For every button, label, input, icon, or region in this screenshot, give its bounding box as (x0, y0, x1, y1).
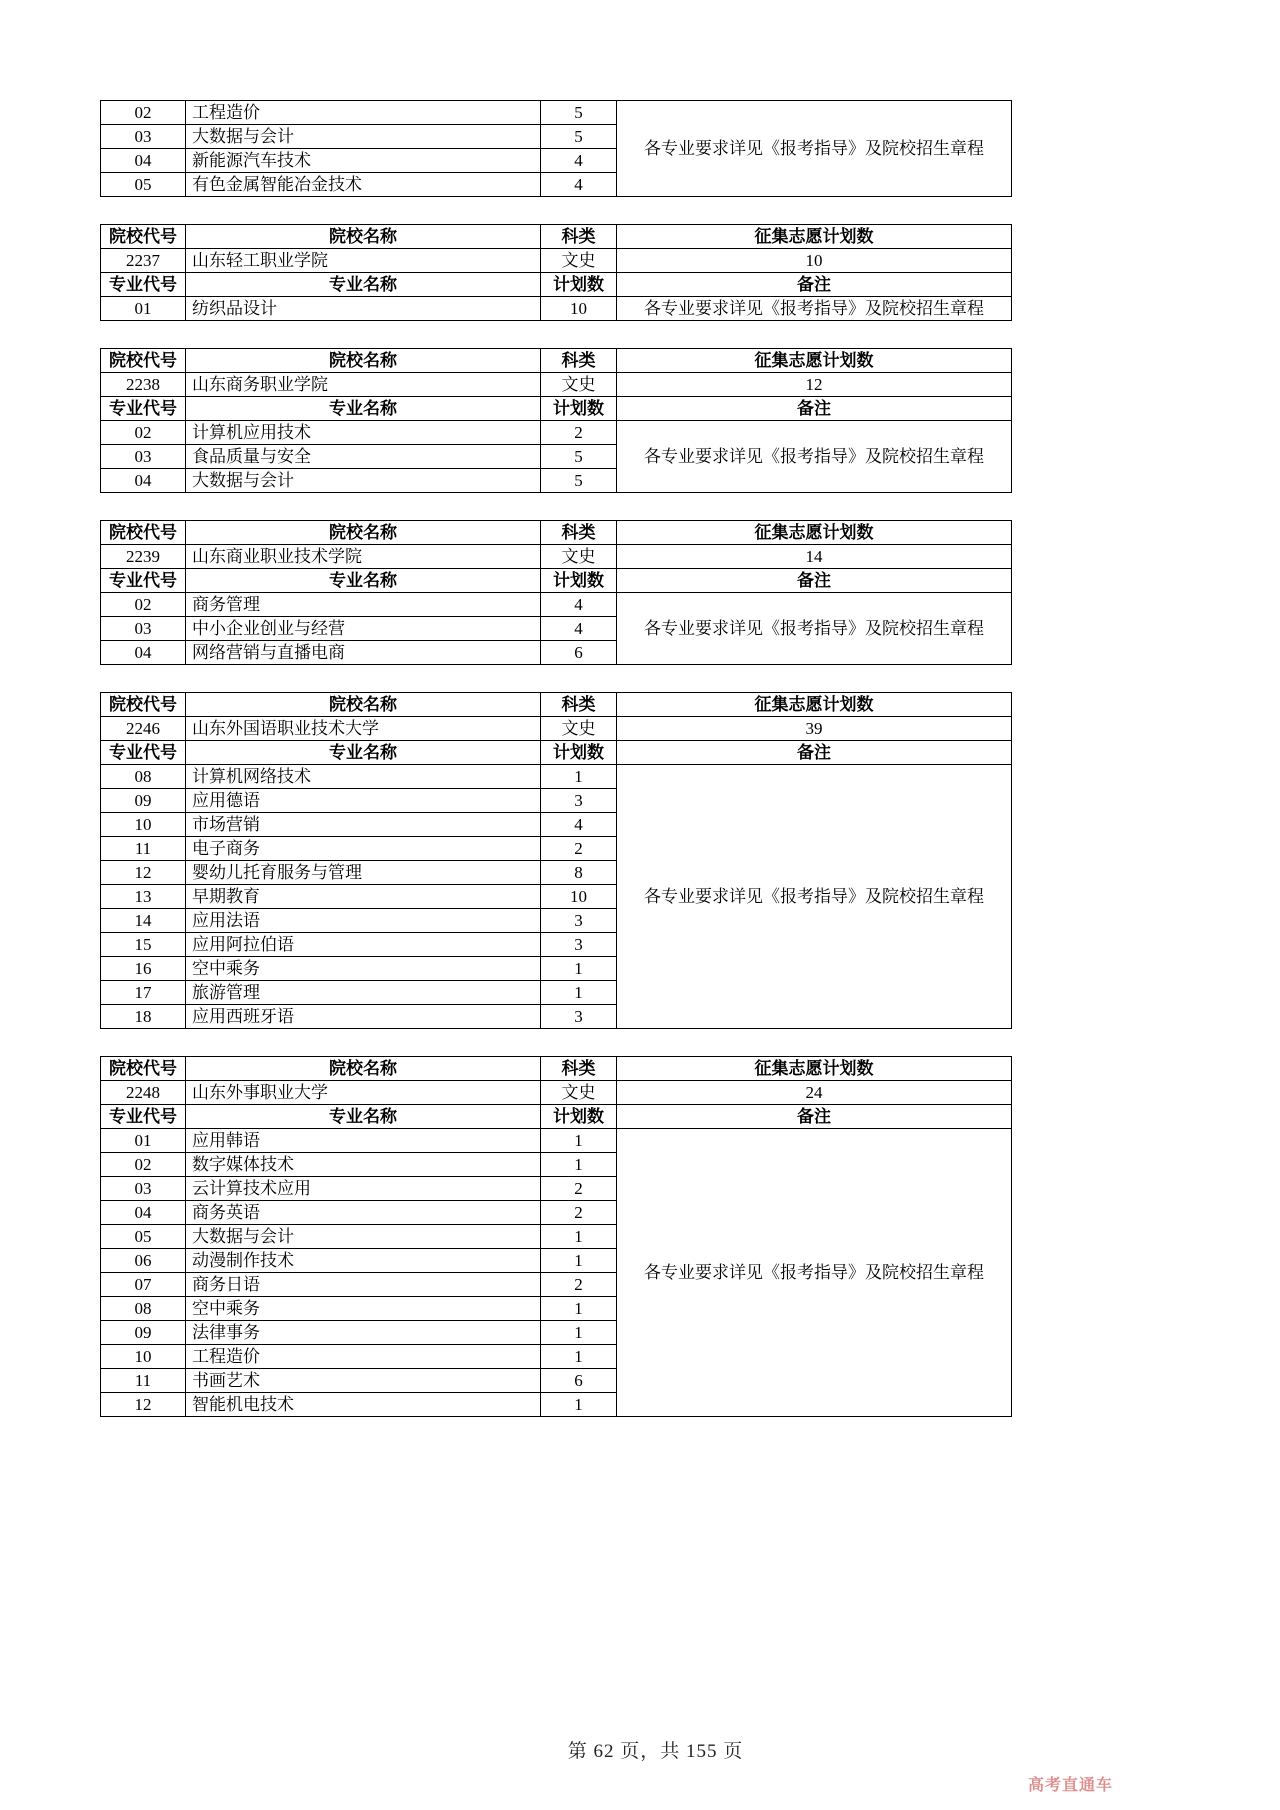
plan-count-cell: 3 (541, 933, 617, 957)
major-code-cell: 17 (101, 981, 186, 1005)
plan-total-header: 征集志愿计划数 (617, 349, 1012, 373)
plan-total-header: 征集志愿计划数 (617, 225, 1012, 249)
major-name-cell: 书画艺术 (186, 1369, 541, 1393)
major-name-header: 专业名称 (186, 1105, 541, 1129)
plan-count-cell: 2 (541, 421, 617, 445)
remark-cell: 各专业要求详见《报考指导》及院校招生章程 (617, 421, 1012, 493)
plan-count-cell: 3 (541, 789, 617, 813)
major-code-cell: 09 (101, 1321, 186, 1345)
plan-count-cell: 4 (541, 593, 617, 617)
major-code-cell: 08 (101, 1297, 186, 1321)
plan-count-cell: 2 (541, 1273, 617, 1297)
remark-cell: 各专业要求详见《报考指导》及院校招生章程 (617, 593, 1012, 665)
major-row (101, 765, 1012, 789)
school-code-header: 院校代号 (101, 521, 186, 545)
continued-admission-table (100, 100, 1012, 197)
continued-table-slot (100, 100, 1011, 197)
major-name-cell: 应用德语 (186, 789, 541, 813)
major-name-cell: 早期教育 (186, 885, 541, 909)
major-name-cell: 工程造价 (186, 101, 541, 125)
school-code-header: 院校代号 (101, 349, 186, 373)
major-code-cell: 03 (101, 617, 186, 641)
major-code-header: 专业代号 (101, 397, 186, 421)
plan-count-header: 计划数 (541, 569, 617, 593)
major-name-header: 专业名称 (186, 569, 541, 593)
major-name-cell: 纺织品设计 (186, 297, 541, 321)
school-code-header: 院校代号 (101, 225, 186, 249)
plan-count-cell: 6 (541, 641, 617, 665)
major-name-cell: 大数据与会计 (186, 125, 541, 149)
admission-table (100, 348, 1012, 493)
plan-count-cell: 4 (541, 149, 617, 173)
watermark: 高考直通车 (1028, 1777, 1114, 1794)
school-name-cell: 山东外国语职业技术大学 (186, 717, 541, 741)
major-name-cell: 中小企业创业与经营 (186, 617, 541, 641)
major-name-cell: 食品质量与安全 (186, 445, 541, 469)
remark-cell: 各专业要求详见《报考指导》及院校招生章程 (617, 101, 1012, 197)
category-cell: 文史 (541, 717, 617, 741)
plan-count-cell: 10 (541, 297, 617, 321)
major-name-cell: 大数据与会计 (186, 469, 541, 493)
major-name-cell: 商务管理 (186, 593, 541, 617)
major-row (101, 101, 1012, 125)
school-code-header: 院校代号 (101, 1057, 186, 1081)
major-code-cell: 11 (101, 1369, 186, 1393)
remark-header: 备注 (617, 273, 1012, 297)
major-code-cell: 05 (101, 173, 186, 197)
plan-count-cell: 3 (541, 1005, 617, 1029)
school-name-cell: 山东外事职业大学 (186, 1081, 541, 1105)
plan-count-header: 计划数 (541, 273, 617, 297)
major-code-cell: 18 (101, 1005, 186, 1029)
category-header: 科类 (541, 1057, 617, 1081)
plan-total-header: 征集志愿计划数 (617, 521, 1012, 545)
school-header-row (101, 521, 1012, 545)
plan-count-cell: 1 (541, 981, 617, 1005)
major-row (101, 1129, 1012, 1153)
category-header: 科类 (541, 225, 617, 249)
school-info-row (101, 545, 1012, 569)
major-code-header: 专业代号 (101, 569, 186, 593)
school-code-header: 院校代号 (101, 693, 186, 717)
plan-count-cell: 1 (541, 1345, 617, 1369)
major-header-row (101, 741, 1012, 765)
remark-header: 备注 (617, 741, 1012, 765)
plan-total-header: 征集志愿计划数 (617, 1057, 1012, 1081)
admission-table (100, 520, 1012, 665)
category-cell: 文史 (541, 373, 617, 397)
admission-table (100, 224, 1012, 321)
plan-count-cell: 5 (541, 101, 617, 125)
major-name-cell: 旅游管理 (186, 981, 541, 1005)
major-name-cell: 智能机电技术 (186, 1393, 541, 1417)
plan-count-cell: 1 (541, 1129, 617, 1153)
plan-count-header: 计划数 (541, 1105, 617, 1129)
major-code-cell: 13 (101, 885, 186, 909)
category-header: 科类 (541, 349, 617, 373)
category-cell: 文史 (541, 1081, 617, 1105)
document-page (100, 0, 1011, 1762)
major-header-row (101, 273, 1012, 297)
plan-count-header: 计划数 (541, 741, 617, 765)
school-name-cell: 山东商务职业学院 (186, 373, 541, 397)
remark-cell: 各专业要求详见《报考指导》及院校招生章程 (617, 1129, 1012, 1417)
major-header-row (101, 1105, 1012, 1129)
remark-header: 备注 (617, 397, 1012, 421)
school-info-row (101, 373, 1012, 397)
major-code-cell: 16 (101, 957, 186, 981)
major-name-cell: 法律事务 (186, 1321, 541, 1345)
plan-count-cell: 5 (541, 445, 617, 469)
major-code-cell: 08 (101, 765, 186, 789)
school-code-cell: 2248 (101, 1081, 186, 1105)
major-code-cell: 06 (101, 1249, 186, 1273)
major-name-cell: 有色金属智能冶金技术 (186, 173, 541, 197)
major-name-cell: 云计算技术应用 (186, 1177, 541, 1201)
plan-total-cell: 12 (617, 373, 1012, 397)
plan-count-cell: 1 (541, 1153, 617, 1177)
plan-total-cell: 39 (617, 717, 1012, 741)
major-code-cell: 03 (101, 445, 186, 469)
major-code-cell: 10 (101, 813, 186, 837)
major-code-cell: 01 (101, 297, 186, 321)
major-code-cell: 07 (101, 1273, 186, 1297)
major-code-cell: 03 (101, 1177, 186, 1201)
major-name-cell: 应用法语 (186, 909, 541, 933)
remark-header: 备注 (617, 1105, 1012, 1129)
school-code-cell: 2246 (101, 717, 186, 741)
major-row (101, 593, 1012, 617)
major-code-cell: 02 (101, 101, 186, 125)
major-name-cell: 空中乘务 (186, 1297, 541, 1321)
major-header-row (101, 397, 1012, 421)
school-name-cell: 山东商业职业技术学院 (186, 545, 541, 569)
major-code-cell: 05 (101, 1225, 186, 1249)
school-info-row (101, 249, 1012, 273)
plan-count-cell: 4 (541, 617, 617, 641)
plan-count-cell: 1 (541, 1393, 617, 1417)
major-name-cell: 应用西班牙语 (186, 1005, 541, 1029)
remark-cell: 各专业要求详见《报考指导》及院校招生章程 (617, 765, 1012, 1029)
major-row (101, 421, 1012, 445)
major-code-cell: 12 (101, 861, 186, 885)
category-header: 科类 (541, 521, 617, 545)
plan-total-header: 征集志愿计划数 (617, 693, 1012, 717)
category-header: 科类 (541, 693, 617, 717)
major-code-cell: 02 (101, 593, 186, 617)
major-code-cell: 02 (101, 1153, 186, 1177)
plan-count-cell: 1 (541, 957, 617, 981)
major-header-row (101, 569, 1012, 593)
major-name-cell: 应用韩语 (186, 1129, 541, 1153)
plan-count-cell: 4 (541, 813, 617, 837)
major-name-cell: 计算机应用技术 (186, 421, 541, 445)
major-code-cell: 09 (101, 789, 186, 813)
category-cell: 文史 (541, 545, 617, 569)
major-code-cell: 10 (101, 1345, 186, 1369)
school-header-row (101, 349, 1012, 373)
major-code-cell: 11 (101, 837, 186, 861)
plan-count-cell: 4 (541, 173, 617, 197)
tables-slot (100, 224, 1011, 1417)
major-name-cell: 工程造价 (186, 1345, 541, 1369)
plan-count-cell: 2 (541, 1177, 617, 1201)
plan-count-cell: 1 (541, 765, 617, 789)
school-code-cell: 2237 (101, 249, 186, 273)
admission-table (100, 1056, 1012, 1417)
school-name-header: 院校名称 (186, 693, 541, 717)
school-name-cell: 山东轻工职业学院 (186, 249, 541, 273)
major-name-cell: 商务日语 (186, 1273, 541, 1297)
remark-cell: 各专业要求详见《报考指导》及院校招生章程 (617, 297, 1012, 321)
plan-count-cell: 6 (541, 1369, 617, 1393)
admission-table (100, 692, 1012, 1029)
major-name-header: 专业名称 (186, 273, 541, 297)
plan-count-cell: 1 (541, 1249, 617, 1273)
major-name-cell: 数字媒体技术 (186, 1153, 541, 1177)
major-code-header: 专业代号 (101, 273, 186, 297)
school-info-row (101, 717, 1012, 741)
major-name-cell: 新能源汽车技术 (186, 149, 541, 173)
plan-count-cell: 5 (541, 469, 617, 493)
major-name-cell: 商务英语 (186, 1201, 541, 1225)
major-code-cell: 12 (101, 1393, 186, 1417)
plan-count-cell: 2 (541, 1201, 617, 1225)
major-name-header: 专业名称 (186, 741, 541, 765)
major-code-cell: 15 (101, 933, 186, 957)
plan-count-cell: 1 (541, 1297, 617, 1321)
major-name-cell: 电子商务 (186, 837, 541, 861)
major-name-header: 专业名称 (186, 397, 541, 421)
school-header-row (101, 693, 1012, 717)
major-name-cell: 应用阿拉伯语 (186, 933, 541, 957)
school-header-row (101, 1057, 1012, 1081)
plan-count-cell: 2 (541, 837, 617, 861)
school-code-cell: 2239 (101, 545, 186, 569)
school-header-row (101, 225, 1012, 249)
major-code-cell: 02 (101, 421, 186, 445)
school-code-cell: 2238 (101, 373, 186, 397)
category-cell: 文史 (541, 249, 617, 273)
plan-count-cell: 3 (541, 909, 617, 933)
school-name-header: 院校名称 (186, 225, 541, 249)
plan-count-header: 计划数 (541, 397, 617, 421)
major-code-cell: 04 (101, 1201, 186, 1225)
plan-total-cell: 10 (617, 249, 1012, 273)
major-code-header: 专业代号 (101, 741, 186, 765)
plan-count-cell: 10 (541, 885, 617, 909)
major-code-cell: 01 (101, 1129, 186, 1153)
major-name-cell: 计算机网络技术 (186, 765, 541, 789)
major-name-cell: 动漫制作技术 (186, 1249, 541, 1273)
major-code-cell: 03 (101, 125, 186, 149)
major-row (101, 297, 1012, 321)
plan-count-cell: 1 (541, 1225, 617, 1249)
page-footer: 第 62 页，共 155 页 (567, 1741, 744, 1762)
major-name-cell: 大数据与会计 (186, 1225, 541, 1249)
major-name-cell: 婴幼儿托育服务与管理 (186, 861, 541, 885)
major-code-cell: 04 (101, 149, 186, 173)
school-info-row (101, 1081, 1012, 1105)
major-name-cell: 空中乘务 (186, 957, 541, 981)
major-code-cell: 04 (101, 469, 186, 493)
major-code-header: 专业代号 (101, 1105, 186, 1129)
school-name-header: 院校名称 (186, 349, 541, 373)
plan-total-cell: 24 (617, 1081, 1012, 1105)
school-name-header: 院校名称 (186, 521, 541, 545)
plan-count-cell: 5 (541, 125, 617, 149)
remark-header: 备注 (617, 569, 1012, 593)
plan-total-cell: 14 (617, 545, 1012, 569)
major-name-cell: 市场营销 (186, 813, 541, 837)
major-code-cell: 14 (101, 909, 186, 933)
plan-count-cell: 8 (541, 861, 617, 885)
plan-count-cell: 1 (541, 1321, 617, 1345)
major-code-cell: 04 (101, 641, 186, 665)
school-name-header: 院校名称 (186, 1057, 541, 1081)
major-name-cell: 网络营销与直播电商 (186, 641, 541, 665)
